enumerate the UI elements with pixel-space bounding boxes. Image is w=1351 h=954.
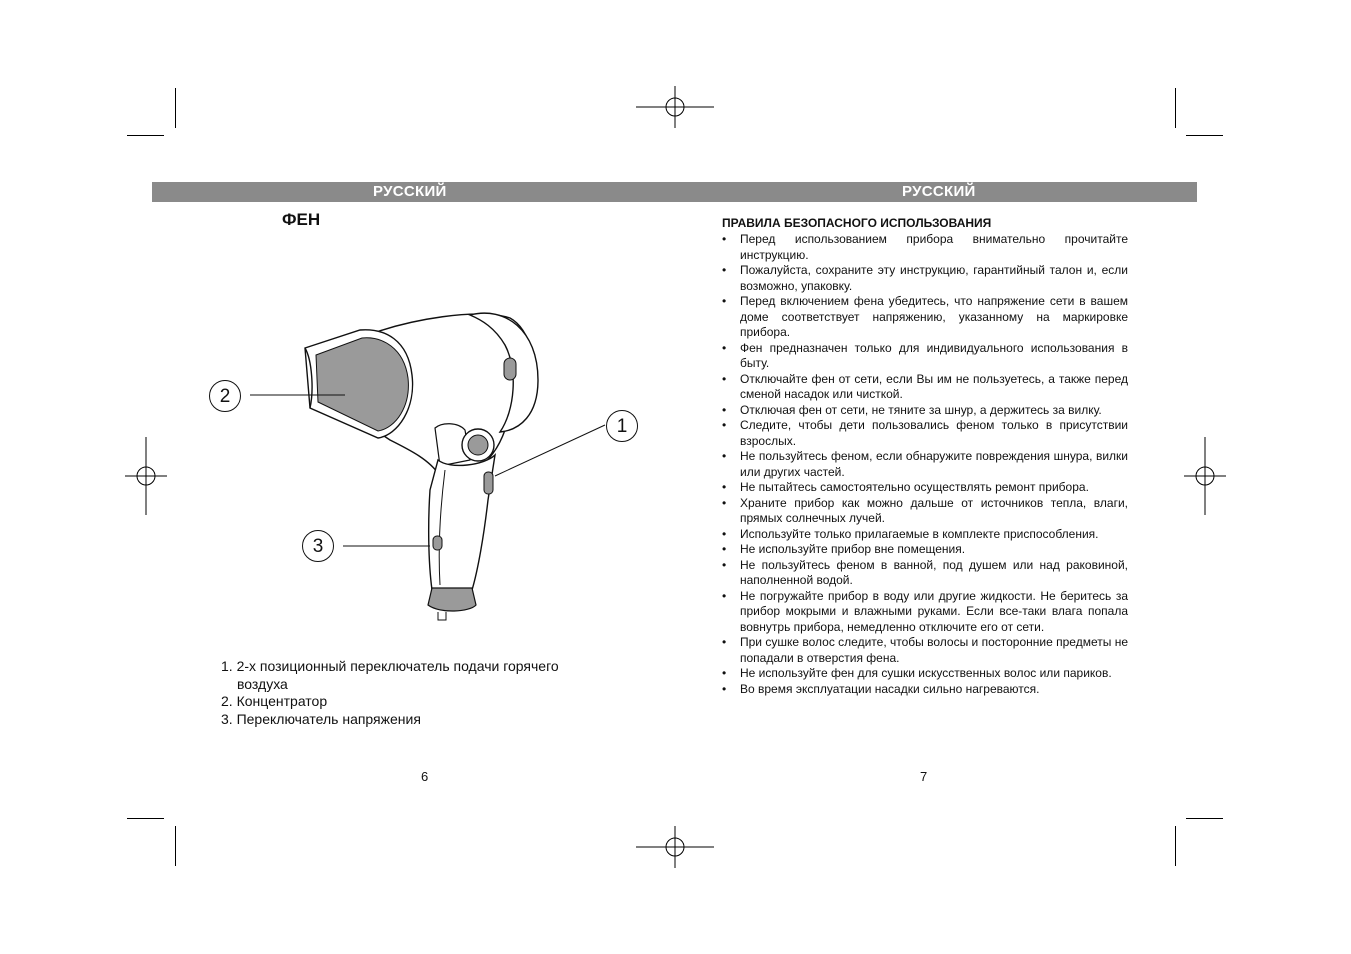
bullet-icon: • xyxy=(722,449,727,463)
bullet-icon: • xyxy=(722,635,727,649)
page-number-right: 7 xyxy=(920,769,928,784)
safety-rule-text: Во время эксплуатации насадки сильно нагреваются. xyxy=(740,681,1040,696)
callout-1: 1 xyxy=(606,410,638,442)
bullet-icon: • xyxy=(722,340,727,355)
bullet-icon: • xyxy=(722,542,727,556)
bullet-icon: • xyxy=(722,526,727,541)
bullet-icon: • xyxy=(722,263,727,277)
safety-rule-text: Фен предназначен только для индивидуального использования в быту. xyxy=(740,340,1128,370)
safety-rule-text: Перед включением фена убедитесь, что напряжение сети в вашем доме соответствует напряжению, указанному на маркировке прибора. xyxy=(740,294,1128,339)
bullet-icon: • xyxy=(722,495,727,510)
parts-legend xyxy=(221,658,601,728)
safety-rule-item xyxy=(722,294,1128,341)
bullet-icon: • xyxy=(722,418,727,432)
safety-rule-item xyxy=(722,403,1128,419)
safety-rules-list xyxy=(722,232,1128,697)
safety-rule-text: Храните прибор как можно дальше от источников тепла, влаги, прямых солнечных лучей. xyxy=(740,495,1128,525)
safety-rule-item xyxy=(722,449,1128,480)
crop-mark-top-left-vertical xyxy=(175,88,176,128)
safety-rule-item xyxy=(722,418,1128,449)
safety-rule-text: Не пользуйтесь феном, если обнаружите повреждения шнура, вилки или других частей. xyxy=(740,449,1128,479)
left-section-title: РУССКИЙ xyxy=(373,183,447,200)
safety-rule-text: Отключая фен от сети, не тяните за шнур, а держитесь за вилку. xyxy=(740,402,1102,417)
page-number-left: 6 xyxy=(421,769,429,784)
safety-rule-item xyxy=(722,635,1128,666)
safety-rule-text: Не погружайте прибор в воду или другие жидкости. Не беритесь за прибор мокрыми и влажными руками. Если все-таки влага попала вовнутрь прибора, немедленно отключите его от сети. xyxy=(740,588,1128,634)
bullet-icon: • xyxy=(722,232,727,246)
safety-rule-item xyxy=(722,558,1128,589)
callout-leader-lines xyxy=(240,380,620,580)
legend-item: 3. Переключатель напряжения xyxy=(221,710,421,727)
legend-item: 2. Концентратор xyxy=(221,693,328,709)
safety-rule-text: Следите, чтобы дети пользовались феном только в присутствии взрослых. xyxy=(740,418,1128,448)
safety-rule-text: Не пытайтесь самостоятельно осуществлять ремонт прибора. xyxy=(740,480,1089,494)
safety-rule-text: Пожалуйста, сохраните эту инструкцию, гарантийный талон и, если возможно, упаковку. xyxy=(740,263,1128,293)
crop-mark-top-right-vertical xyxy=(1175,88,1176,128)
safety-rule-item xyxy=(722,666,1128,682)
safety-rule-item xyxy=(722,372,1128,403)
crop-mark-bottom-left-horizontal xyxy=(127,818,164,819)
bullet-icon: • xyxy=(722,588,727,603)
registration-mark-left xyxy=(125,437,167,515)
safety-rule-item xyxy=(722,341,1128,372)
safety-rule-item xyxy=(722,496,1128,527)
safety-rule-text: Перед использованием прибора внимательно прочитайте инструкцию. xyxy=(740,232,1128,262)
bullet-icon: • xyxy=(722,557,727,572)
crop-mark-bottom-right-horizontal xyxy=(1186,818,1223,819)
bullet-icon: • xyxy=(722,294,727,308)
safety-rule-text: Не пользуйтесь феном в ванной, под душем или над раковиной, наполненной водой. xyxy=(740,557,1128,587)
callout-2: 2 xyxy=(209,380,241,412)
safety-rule-item xyxy=(722,480,1128,496)
bullet-icon: • xyxy=(722,666,727,680)
crop-mark-bottom-left-vertical xyxy=(175,826,176,866)
legend-item: 1. 2-х позиционный переключатель подачи горячего xyxy=(221,658,559,674)
section-header-band xyxy=(152,182,1197,202)
legend-item-continuation: воздуха xyxy=(237,675,288,692)
registration-mark-top xyxy=(636,86,714,128)
safety-rule-item xyxy=(722,232,1128,263)
safety-rule-text: Используйте только прилагаемые в комплекте приспособления. xyxy=(740,526,1099,541)
safety-rule-item xyxy=(722,682,1128,698)
safety-rule-item xyxy=(722,527,1128,543)
crop-mark-bottom-right-vertical xyxy=(1175,826,1176,866)
registration-mark-right xyxy=(1184,437,1226,515)
safety-rule-text: Не используйте прибор вне помещения. xyxy=(740,542,966,556)
bullet-icon: • xyxy=(722,402,727,417)
safety-rule-item xyxy=(722,542,1128,558)
registration-mark-bottom xyxy=(636,826,714,868)
safety-rule-item xyxy=(722,263,1128,294)
safety-rule-item xyxy=(722,589,1128,636)
crop-mark-top-left-horizontal xyxy=(127,135,164,136)
page-title: ФЕН xyxy=(282,210,321,229)
bullet-icon: • xyxy=(722,681,727,696)
right-section-title: РУССКИЙ xyxy=(902,183,976,200)
safety-rule-text: Не используйте фен для сушки искусственных волос или париков. xyxy=(740,666,1112,680)
safety-rule-text: Отключайте фен от сети, если Вы им не пользуетесь, а также перед сменой насадок или чисткой. xyxy=(740,371,1128,401)
callout-3: 3 xyxy=(302,530,334,562)
bullet-icon: • xyxy=(722,480,727,494)
safety-rules-title: ПРАВИЛА БЕЗОПАСНОГО ИСПОЛЬЗОВАНИЯ xyxy=(722,216,992,230)
crop-mark-top-right-horizontal xyxy=(1186,135,1223,136)
bullet-icon: • xyxy=(722,371,727,386)
safety-rule-text: При сушке волос следите, чтобы волосы и посторонние предметы не попадали в отверстия фена. xyxy=(740,635,1128,665)
